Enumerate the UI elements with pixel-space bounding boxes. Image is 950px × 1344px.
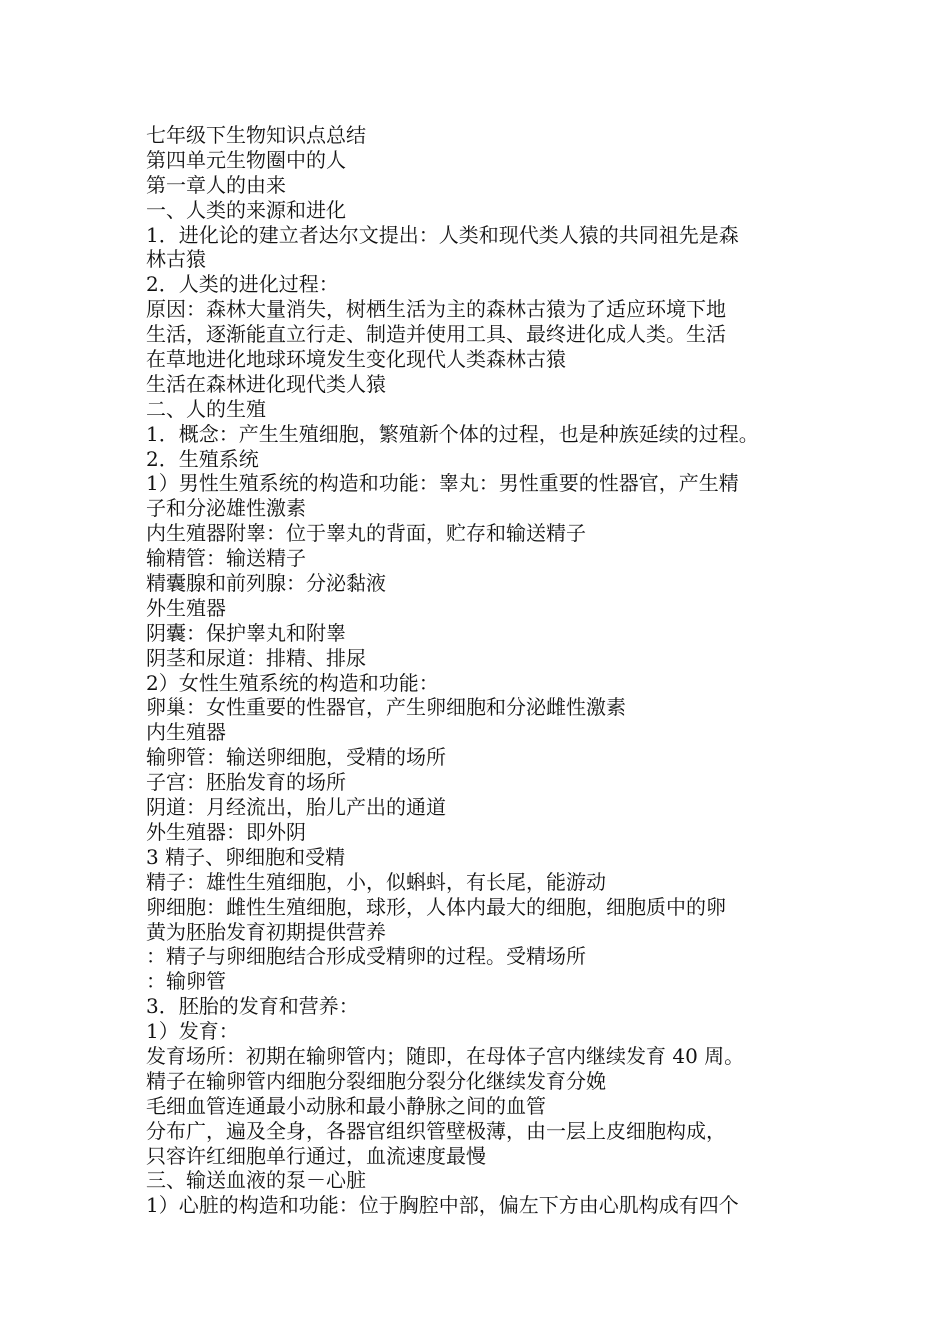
text-line: 阴道：月经流出，胎儿产出的通道 xyxy=(146,795,446,820)
text-line: 黄为胚胎发育初期提供营养 xyxy=(146,919,386,944)
text-line: 分布广，遍及全身，各器官组织管壁极薄，由一层上皮细胞构成， xyxy=(146,1118,726,1143)
text-line: 3．胚胎的发育和营养： xyxy=(146,994,359,1019)
text-line: ：输卵管 xyxy=(146,969,226,994)
text-line: 1．进化论的建立者达尔文提出：人类和现代类人猿的共同祖先是森 xyxy=(146,222,739,247)
text-line: 子宫：胚胎发育的场所 xyxy=(146,770,346,795)
text-line: 1．概念：产生生殖细胞，繁殖新个体的过程，也是种族延续的过程。 xyxy=(146,421,759,446)
text-line: 卵巢：女性重要的性器官，产生卵细胞和分泌雌性激素 xyxy=(146,695,626,720)
text-line: 3 精子、卵细胞和受精 xyxy=(146,844,346,869)
text-line: 发育场所：初期在输卵管内；随即，在母体子宫内继续发育 40 周。 xyxy=(146,1043,745,1068)
text-line: 输精管：输送精子 xyxy=(146,546,306,571)
unit-heading: 第四单元生物圈中的人 xyxy=(146,147,346,172)
text-line: 内生殖器 xyxy=(146,720,226,745)
text-line: 1）男性生殖系统的构造和功能：睾丸：男性重要的性器官，产生精 xyxy=(146,471,739,496)
text-line: 精囊腺和前列腺：分泌黏液 xyxy=(146,571,386,596)
text-line: 原因：森林大量消失，树栖生活为主的森林古猿为了适应环境下地 xyxy=(146,297,726,322)
text-line: 2．生殖系统 xyxy=(146,446,259,471)
text-line: 2．人类的进化过程： xyxy=(146,272,339,297)
text-line: 精子：雄性生殖细胞，小，似蝌蚪，有长尾，能游动 xyxy=(146,869,606,894)
text-line: ：精子与卵细胞结合形成受精卵的过程。受精场所 xyxy=(146,944,586,969)
document-title: 七年级下生物知识点总结 xyxy=(146,123,366,147)
section-heading: 二、人的生殖 xyxy=(146,396,266,421)
text-line: 子和分泌雄性激素 xyxy=(146,496,306,521)
text-line: 1）发育： xyxy=(146,1019,239,1044)
text-line: 精子在输卵管内细胞分裂细胞分裂分化继续发育分娩 xyxy=(146,1068,606,1093)
text-line: 只容许红细胞单行通过，血流速度最慢 xyxy=(146,1143,486,1168)
text-line: 卵细胞：雌性生殖细胞，球形，人体内最大的细胞，细胞质中的卵 xyxy=(146,894,726,919)
text-line: 毛细血管连通最小动脉和最小静脉之间的血管 xyxy=(146,1093,546,1118)
text-line: 1）心脏的构造和功能：位于胸腔中部，偏左下方由心肌构成有四个 xyxy=(146,1193,739,1218)
text-line: 生活，逐渐能直立行走、制造并使用工具、最终进化成人类。生活 xyxy=(146,322,726,347)
text-line: 内生殖器附睾：位于睾丸的背面，贮存和输送精子 xyxy=(146,521,586,546)
text-line: 阴囊：保护睾丸和附睾 xyxy=(146,620,346,645)
text-line: 阴茎和尿道：排精、排尿 xyxy=(146,645,366,670)
text-line: 外生殖器：即外阴 xyxy=(146,819,306,844)
chapter-heading: 第一章人的由来 xyxy=(146,172,286,197)
text-line: 输卵管：输送卵细胞，受精的场所 xyxy=(146,745,446,770)
text-line: 在草地进化地球环境发生变化现代人类森林古猿 xyxy=(146,347,566,372)
section-heading: 一、人类的来源和进化 xyxy=(146,197,346,222)
text-line: 生活在森林进化现代类人猿 xyxy=(146,371,386,396)
text-line: 2）女性生殖系统的构造和功能： xyxy=(146,670,439,695)
text-line: 林古猿 xyxy=(146,247,206,272)
section-heading: 三、输送血液的泵－心脏 xyxy=(146,1168,366,1193)
document-body xyxy=(146,123,826,1218)
text-line: 外生殖器 xyxy=(146,595,226,620)
